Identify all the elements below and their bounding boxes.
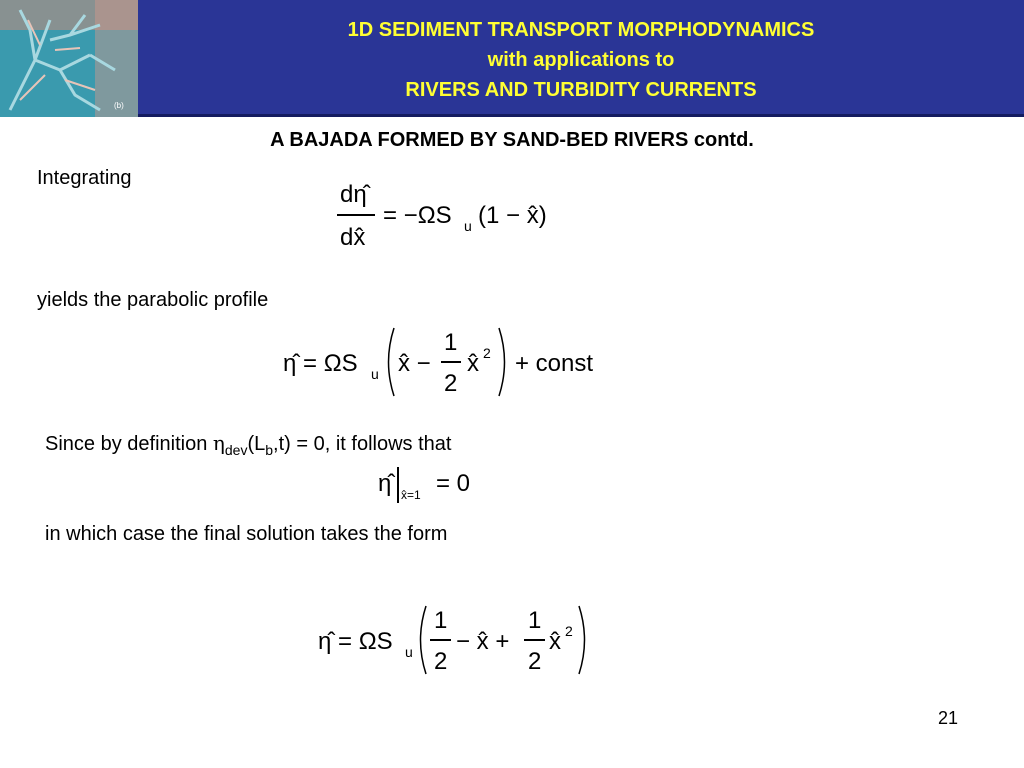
eq1-denominator: dx̂ xyxy=(340,224,366,251)
text-since-mid: (L xyxy=(247,433,266,455)
page-number: 21 xyxy=(938,708,959,728)
thumbnail-label: (b) xyxy=(114,101,124,110)
eq4-frac1-den: 2 xyxy=(434,648,448,675)
eq1-rhs-sub: u xyxy=(464,218,472,234)
eq4-fraction1-bar xyxy=(430,639,451,641)
eq4-mid: − x̂ + xyxy=(456,628,510,655)
eq2-right-paren-icon xyxy=(496,326,512,398)
eq2-sub: u xyxy=(371,366,379,382)
text-since-definition xyxy=(45,431,451,462)
banner-title-line2: with applications to xyxy=(487,49,675,71)
eq3-rhs: = 0 xyxy=(436,470,471,497)
eq3-lhs: η̂ xyxy=(378,470,392,497)
text-since-pre: Since by definition xyxy=(45,433,213,455)
eq2-lhs: η̂ = ΩS xyxy=(283,350,358,377)
eq3-condition: x̂=1 xyxy=(401,488,421,502)
text-final-solution: in which case the final solution takes the form xyxy=(45,523,448,545)
eq2-left-paren-icon xyxy=(381,326,397,398)
eq2-frac-den: 2 xyxy=(444,370,458,397)
delta-thumbnail-image xyxy=(0,0,138,117)
eq2-term2: x̂ xyxy=(467,350,479,377)
eq4-right-paren-icon xyxy=(576,604,592,676)
eq4-left-paren-icon xyxy=(413,604,429,676)
delta-image-icon xyxy=(0,0,138,117)
banner-title-line1: 1D SEDIMENT TRANSPORT MORPHODYNAMICS xyxy=(347,19,815,41)
eq4-frac1-num: 1 xyxy=(434,607,448,634)
eq1-numerator: dη̂ xyxy=(340,181,367,208)
eq4-sub: u xyxy=(405,644,413,660)
eq2-fraction-bar xyxy=(441,361,461,363)
slide-title: A BAJADA FORMED BY SAND-BED RIVERS contd. xyxy=(270,129,754,151)
eq1-rhs-post: (1 − x̂) xyxy=(478,202,547,229)
text-since-post: ,t) = 0, it follows that xyxy=(273,433,452,455)
eq2-tail: + const xyxy=(515,350,594,377)
eq4-term: x̂ xyxy=(549,628,561,655)
eq2-term1: x̂ − xyxy=(398,350,431,377)
eq4-exp: 2 xyxy=(565,623,573,639)
text-integrating: Integrating xyxy=(37,167,132,189)
eq4-fraction2-bar xyxy=(524,639,545,641)
title-banner xyxy=(138,0,1024,117)
eq3-eval-bar xyxy=(397,467,399,503)
text-since-dev: dev xyxy=(224,442,248,458)
eq2-exp: 2 xyxy=(483,345,491,361)
slide-header xyxy=(0,0,1024,117)
eq1-rhs-pre: = −ΩS xyxy=(383,202,452,229)
eq4-frac2-num: 1 xyxy=(528,607,542,634)
eq4-frac2-den: 2 xyxy=(528,648,542,675)
eq4-lhs: η̂ = ΩS xyxy=(318,628,393,655)
text-since-b: b xyxy=(265,442,274,458)
text-yields: yields the parabolic profile xyxy=(37,289,269,311)
eq2-frac-num: 1 xyxy=(444,329,458,356)
eq1-fraction-bar xyxy=(337,214,375,216)
banner-title-line3: RIVERS AND TURBIDITY CURRENTS xyxy=(405,79,757,101)
text-since-eta: η xyxy=(212,431,225,455)
